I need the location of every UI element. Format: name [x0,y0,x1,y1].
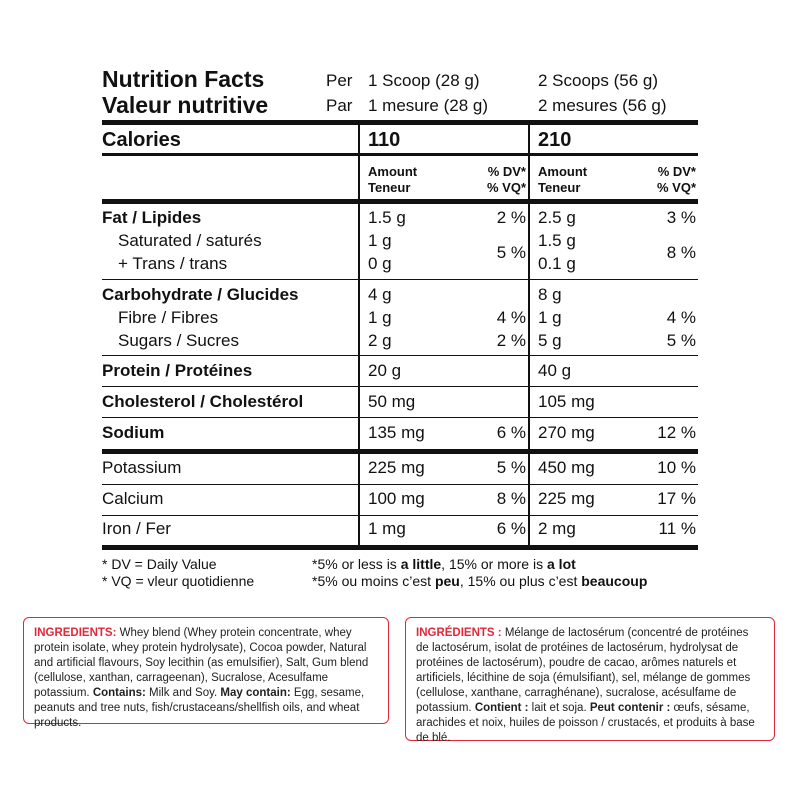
potassium-label: Potassium [102,458,182,477]
dv-header-col1: % DV* [487,164,526,179]
iron-amount-col2: 2 mg [538,519,576,538]
potassium-amount-col1: 225 mg [368,458,425,477]
fibre-amount-col1: 1 g [368,308,392,327]
sugars-dv-col2: 5 % [666,331,696,350]
rule-after-fat [102,279,698,280]
saturated-amount-col2: 1.5 g [538,231,576,250]
trans-label: + Trans / trans [118,254,228,273]
sodium-amount-col2: 270 mg [538,423,595,442]
sodium-dv-col2: 12 % [657,423,696,442]
footnote-vq: * VQ = vleur quotidienne [102,573,255,589]
fibre-label: Fibre / Fibres [118,308,219,327]
carb-amount-col1: 4 g [368,285,392,304]
sugars-amount-col2: 5 g [538,331,562,350]
iron-dv-col2: 11 % [658,519,696,538]
rule-after-calcium [102,515,698,516]
serving-col2-en: 2 Scoops (56 g) [538,71,659,90]
title-fr: Valeur nutritive [102,92,269,118]
fat-amount-col1: 1.5 g [368,208,406,227]
iron-amount-col1: 1 mg [368,519,406,538]
protein-amount-col1: 20 g [368,361,402,380]
serving-col2-fr: 2 mesures (56 g) [538,96,667,115]
potassium-amount-col2: 450 mg [538,458,595,477]
column-divider-1 [358,125,360,545]
cholesterol-amount-col2: 105 mg [538,392,595,411]
may-contain-label-fr: Peut contenir : [589,702,671,714]
calcium-dv-col1: 8 % [496,489,526,508]
thick-rule-minerals [102,449,698,454]
may-contain-text-fr: œufs, sésame, arachides et noix, huiles de poisson / crustacés, et produits à base de blé. [416,702,755,744]
ingredients-text-en: Whey blend (Whey protein concentrate, whey protein isolate, whey protein hydrolysate), Cocoa powder, Natural and artificial flavours, Soy lecithin (as emulsifier), Salt, Gum blend (cellulose, xanthan, carrageenan), Sucralose, Acesulfame potassium. [34,627,369,699]
column-divider-2 [528,125,530,545]
calcium-amount-col2: 225 mg [538,489,595,508]
contains-label-en: Contains: [92,687,146,699]
trans-amount-col1: 0 g [368,254,392,273]
cholesterol-amount-col1: 50 mg [368,392,416,411]
fat-dv-col1: 2 % [496,208,526,227]
contains-label-fr: Contient : [474,702,529,714]
sat-trans-dv-col1: 5 % [496,243,526,262]
sodium-dv-col1: 6 % [496,423,526,442]
teneur-header-col2: Teneur [538,180,581,195]
serving-col1-fr: 1 mesure (28 g) [368,96,488,115]
footnote-en [312,555,576,573]
rule-after-cholesterol [102,417,698,418]
carb-amount-col2: 8 g [538,285,562,304]
thick-rule-top [102,120,698,125]
amount-header-col1: Amount [368,164,418,179]
vq-header-col2: % VQ* [656,180,696,195]
calcium-amount-col1: 100 mg [368,489,425,508]
rule-after-protein [102,386,698,387]
may-contain-label-en: May contain: [220,687,291,699]
potassium-dv-col2: 10 % [657,458,696,477]
teneur-header-col1: Teneur [368,180,411,195]
protein-amount-col2: 40 g [538,361,572,380]
ingredients-heading-fr: INGRÉDIENTS : [416,627,502,639]
fat-dv-col2: 3 % [666,208,696,227]
vq-header-col1: % VQ* [486,180,526,195]
footnote-en-c: , 15% or more is [441,556,547,572]
per-fr: Par [326,96,353,115]
calories-col1: 110 [368,129,401,151]
fat-label: Fat / Lipides [102,208,202,227]
calories-rule [102,153,698,156]
footnote-fr-c: , 15% ou plus c’est [459,573,582,589]
per-en: Per [326,71,353,90]
rule-after-carb [102,355,698,356]
sugars-dv-col1: 2 % [496,331,526,350]
fat-amount-col2: 2.5 g [538,208,576,227]
thick-rule-bottom [102,545,698,550]
calcium-dv-col2: 17 % [657,489,696,508]
cholesterol-label: Cholesterol / Cholestérol [102,392,304,411]
footnote-fr-b: peu [434,573,460,589]
fibre-dv-col1: 4 % [496,308,526,327]
contains-text-fr: lait et soja. [528,702,590,714]
amount-header-col2: Amount [538,164,588,179]
sodium-label: Sodium [102,423,165,442]
fibre-amount-col2: 1 g [538,308,562,327]
footnote-fr-a: *5% ou moins c’est [312,573,435,589]
sugars-amount-col1: 2 g [368,331,392,350]
rule-after-potassium [102,484,698,485]
iron-dv-col1: 6 % [496,519,526,538]
footnote-fr [312,572,647,590]
title-en: Nutrition Facts [102,66,265,92]
saturated-amount-col1: 1 g [368,231,392,250]
calcium-label: Calcium [102,489,164,508]
potassium-dv-col1: 5 % [496,458,526,477]
sat-trans-dv-col2: 8 % [666,243,696,262]
footnote-fr-d: beaucoup [581,573,648,589]
saturated-label: Saturated / saturés [118,231,262,250]
footnote-en-d: a lot [547,556,576,572]
iron-label: Iron / Fer [102,519,171,538]
calories-label: Calories [102,129,181,151]
serving-col1-en: 1 Scoop (28 g) [368,71,480,90]
footnote-dv: * DV = Daily Value [102,556,217,572]
sodium-amount-col1: 135 mg [368,423,425,442]
ingredients-box-en [23,617,389,729]
ingredients-box-fr [405,617,775,744]
contains-text-en: Milk and Soy. [145,687,221,699]
may-contain-text-en: Egg, sesame, peanuts and tree nuts, fish/crustaceans/shellfish oils, and wheat products. [34,687,365,729]
ingredients-heading-en: INGREDIENTS: [34,627,117,639]
carb-label: Carbohydrate / Glucides [102,285,299,304]
calories-col2: 210 [538,129,572,151]
footnote-en-a: *5% or less is [312,556,401,572]
thick-rule-subheader [102,199,698,204]
trans-amount-col2: 0.1 g [538,254,576,273]
ingredients-text-fr: Mélange de lactosérum (concentré de protéines de lactosérum, isolat de protéines de lactosérum, hydrolysat de protéines de lactosérum), poudre de cacao, arômes naturels et artificiels, lécithine de soja (émulsifiant), sel, mélange de gommes (cellulose, xanthane, carraghénane), sucralose, acésulfame de potassium. [416,627,751,714]
sugars-label: Sugars / Sucres [118,331,239,350]
dv-header-col2: % DV* [657,164,696,179]
fibre-dv-col2: 4 % [666,308,696,327]
footnote-en-b: a little [400,556,442,572]
protein-label: Protein / Protéines [102,361,253,380]
